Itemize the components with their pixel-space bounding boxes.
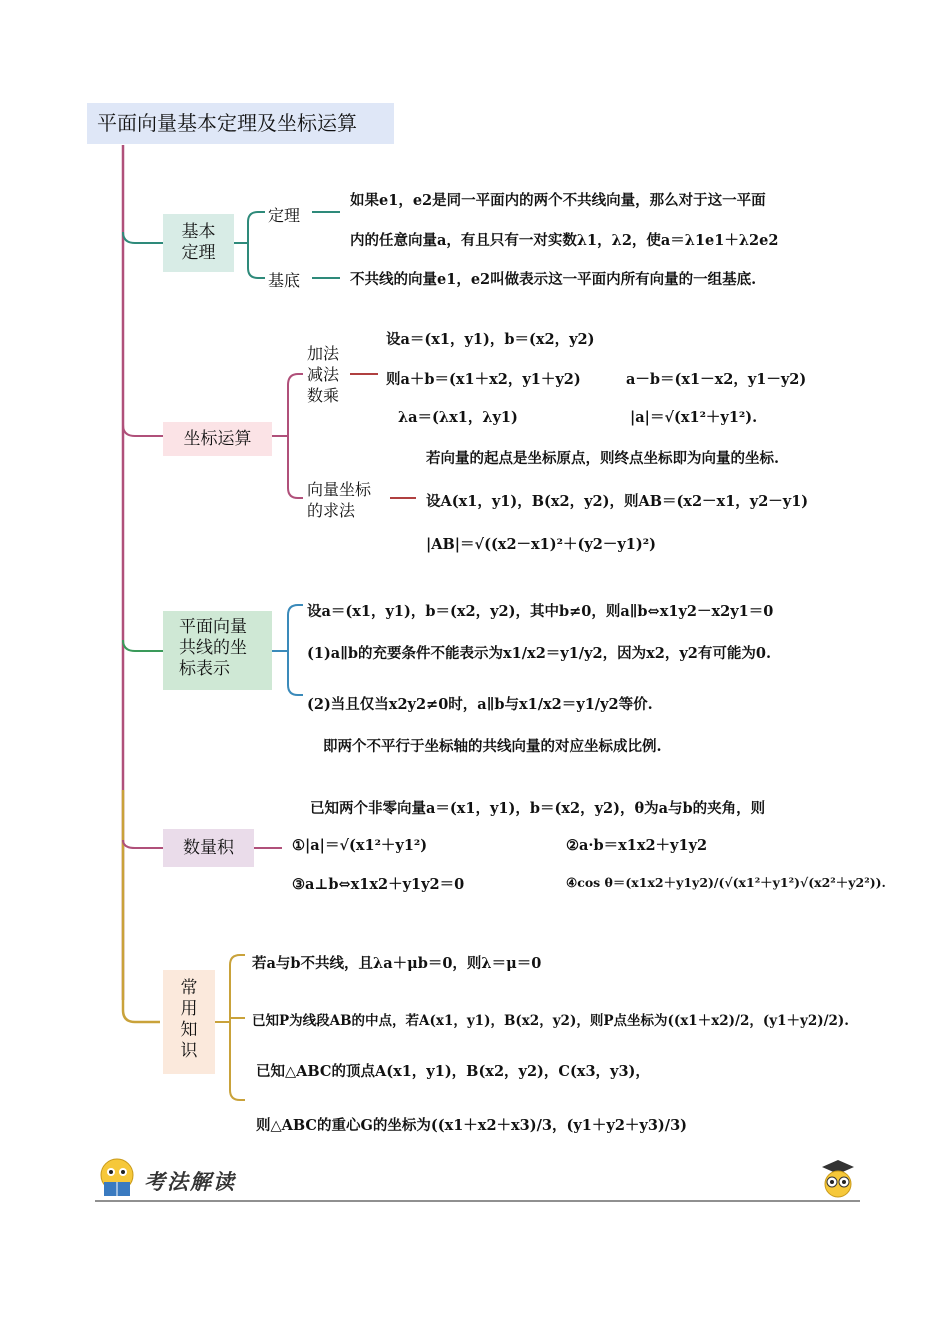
coord-ab-modulus: |AB|＝√((x2－x1)²＋(y2－y1)²) xyxy=(426,536,656,553)
theorem-text-2: 内的任意向量a，有且只有一对实数λ1，λ2，使a＝λ1e1＋λ2e2 xyxy=(350,232,779,249)
common-1: 若a与b不共线，且λa＋μb＝0，则λ＝μ＝0 xyxy=(252,955,542,972)
footer-label: 考法解读 xyxy=(144,1169,236,1194)
label-operations: 加法 减法 数乘 xyxy=(307,344,340,405)
dot-formula-3: ③a⊥b⇔x1x2＋y1y2＝0 xyxy=(292,876,465,893)
collinear-line-3: (2)当且仅当x2y2≠0时，a∥b与x1/x2＝y1/y2等价. xyxy=(307,696,653,713)
common-4: 则△ABC的重心G的坐标为((x1＋x2＋x3)/3，(y1＋y2＋y3)/3) xyxy=(256,1117,688,1134)
theorem-text: 如果e1，e2是同一平面内的两个不共线向量，那么对于这一平面 xyxy=(350,192,766,209)
node-dot-product: 数量积 xyxy=(163,829,254,867)
coord-sub: a－b＝(x1－x2，y1－y2) xyxy=(626,371,807,388)
node-basic-theorem: 基本 定理 xyxy=(163,214,234,272)
coord-modulus: |a|＝√(x1²＋y1²). xyxy=(630,409,758,426)
dot-formula-4: ④cos θ＝(x1x2＋y1y2)/(√(x1²＋y1²)√(x2²＋y2²)). xyxy=(566,875,886,890)
collinear-line-4: 即两个不平行于坐标轴的共线向量的对应坐标成比例. xyxy=(323,738,662,755)
page-title: 平面向量基本定理及坐标运算 xyxy=(87,103,394,144)
label-find-coords: 向量坐标 的求法 xyxy=(307,480,372,520)
dot-formula-1: ①|a|＝√(x1²＋y1²) xyxy=(292,837,428,854)
coord-add: 则a＋b＝(x1＋x2，y1＋y2) xyxy=(386,371,581,388)
label-theorem: 定理 xyxy=(268,206,301,225)
label-basis: 基底 xyxy=(268,271,301,290)
common-3: 已知△ABC的顶点A(x1，y1)，B(x2，y2)，C(x3，y3)， xyxy=(256,1063,650,1080)
coord-ab: 设A(x1，y1)，B(x2，y2)，则AB＝(x2－x1，y2－y1) xyxy=(426,493,809,510)
node-coordinate-ops: 坐标运算 xyxy=(163,422,272,456)
common-2: 已知P为线段AB的中点，若A(x1，y1)，B(x2，y2)，则P点坐标为((x1＋x2)/2，(y1＋y2)/2). xyxy=(252,1013,850,1029)
basis-text: 不共线的向量e1，e2叫做表示这一平面内所有向量的一组基底. xyxy=(350,271,757,288)
collinear-line-1: 设a＝(x1，y1)，b＝(x2，y2)，其中b≠0，则a∥b⇔x1y2－x2y1＝0 xyxy=(307,603,774,620)
coord-set: 设a＝(x1，y1)，b＝(x2，y2) xyxy=(386,331,595,348)
node-collinear: 平面向量 共线的坐 标表示 xyxy=(163,611,272,690)
dot-formula-2: ②a·b＝x1x2＋y1y2 xyxy=(566,837,708,854)
collinear-line-2: (1)a∥b的充要条件不能表示为x1/x2＝y1/y2，因为x2，y2有可能为0. xyxy=(307,645,771,662)
dot-intro: 已知两个非零向量a＝(x1，y1)，b＝(x2，y2)，θ为a与b的夹角，则 xyxy=(310,800,766,817)
coord-scalar: λa＝(λx1，λy1) xyxy=(398,409,518,426)
reading-emoji-icon xyxy=(98,1158,136,1198)
owl-mascot-icon xyxy=(820,1158,856,1198)
coord-origin: 若向量的起点是坐标原点，则终点坐标即为向量的坐标. xyxy=(426,450,780,467)
node-common-knowledge: 常 用 知 识 xyxy=(163,970,215,1074)
